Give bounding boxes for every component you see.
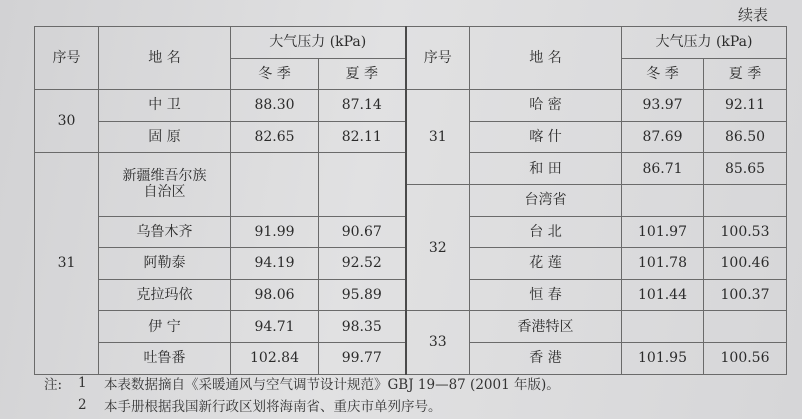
summer-cell: 98.35 bbox=[319, 311, 406, 343]
pressure-table bbox=[34, 26, 787, 375]
place-cell: 哈 密 bbox=[470, 90, 622, 122]
header-pressure-left: 大气压力 (kPa) bbox=[231, 27, 406, 59]
header-winter-left: 冬 季 bbox=[231, 58, 319, 90]
region-cell bbox=[99, 153, 231, 216]
winter-cell: 94.71 bbox=[231, 311, 319, 343]
table-row bbox=[35, 90, 787, 122]
header-pressure-right: 大气压力 (kPa) bbox=[622, 27, 787, 59]
place-cell: 吐鲁番 bbox=[99, 342, 231, 374]
place-cell: 克拉玛依 bbox=[99, 279, 231, 311]
summer-cell: 99.77 bbox=[319, 342, 406, 374]
serial-cell: 31 bbox=[35, 153, 99, 374]
place-cell: 花 莲 bbox=[470, 248, 622, 280]
continued-label: 续表 bbox=[737, 6, 768, 24]
note-number: 2 bbox=[78, 397, 87, 413]
place-cell: 中 卫 bbox=[99, 90, 231, 122]
summer-cell: 100.56 bbox=[704, 342, 787, 374]
winter-cell: 87.69 bbox=[622, 121, 704, 153]
header-place-left: 地 名 bbox=[99, 27, 231, 90]
place-cell: 和 田 bbox=[470, 153, 622, 185]
header-serial-right: 序号 bbox=[406, 27, 470, 90]
place-cell: 香 港 bbox=[470, 342, 622, 374]
place-cell: 伊 宁 bbox=[99, 311, 231, 343]
winter-cell: 93.97 bbox=[622, 90, 704, 122]
empty-cell bbox=[622, 184, 704, 216]
header-summer-right: 夏 季 bbox=[704, 58, 787, 90]
winter-cell: 102.84 bbox=[231, 342, 319, 374]
note-text: 本手册根据我国新行政区划将海南省、重庆市单列序号。 bbox=[104, 399, 442, 415]
note-line bbox=[44, 394, 560, 416]
serial-cell: 30 bbox=[35, 90, 99, 153]
summer-cell: 82.11 bbox=[319, 121, 406, 153]
table-row bbox=[35, 311, 787, 343]
empty-cell bbox=[704, 311, 787, 343]
region-line: 新疆维吾尔族 bbox=[122, 168, 207, 185]
empty-cell bbox=[319, 153, 406, 216]
winter-cell: 101.78 bbox=[622, 248, 704, 280]
header-place-right: 地 名 bbox=[470, 27, 622, 90]
header-row bbox=[35, 27, 787, 59]
empty-cell bbox=[231, 153, 319, 216]
table-notes bbox=[44, 372, 560, 416]
winter-cell: 101.44 bbox=[622, 279, 704, 311]
summer-cell: 100.37 bbox=[704, 279, 787, 311]
winter-cell: 82.65 bbox=[231, 121, 319, 153]
place-cell: 台 北 bbox=[470, 216, 622, 248]
winter-cell: 98.06 bbox=[231, 279, 319, 311]
empty-cell bbox=[704, 184, 787, 216]
summer-cell: 86.50 bbox=[704, 121, 787, 153]
winter-cell: 91.99 bbox=[231, 216, 319, 248]
winter-cell: 94.19 bbox=[231, 248, 319, 280]
serial-cell: 33 bbox=[406, 311, 470, 374]
summer-cell: 100.53 bbox=[704, 216, 787, 248]
summer-cell: 92.52 bbox=[319, 248, 406, 280]
serial-cell: 32 bbox=[406, 184, 470, 310]
place-cell: 固 原 bbox=[99, 121, 231, 153]
header-serial-left: 序号 bbox=[35, 27, 99, 90]
summer-cell: 92.11 bbox=[704, 90, 787, 122]
note-label: 注: bbox=[44, 377, 63, 393]
note-line bbox=[44, 372, 560, 394]
note-number: 1 bbox=[78, 375, 87, 391]
place-cell: 阿勒泰 bbox=[99, 248, 231, 280]
region-cell: 台湾省 bbox=[470, 184, 622, 216]
serial-cell: 31 bbox=[406, 90, 470, 185]
place-cell: 乌鲁木齐 bbox=[99, 216, 231, 248]
note-text: 本表数据摘自《采暖通风与空气调节设计规范》GBJ 19—87 (2001 年版)。 bbox=[104, 377, 560, 393]
region-line: 自治区 bbox=[143, 184, 186, 201]
summer-cell: 100.46 bbox=[704, 248, 787, 280]
summer-cell: 87.14 bbox=[319, 90, 406, 122]
winter-cell: 88.30 bbox=[231, 90, 319, 122]
header-summer-left: 夏 季 bbox=[319, 58, 406, 90]
winter-cell: 86.71 bbox=[622, 153, 704, 185]
region-cell: 香港特区 bbox=[470, 311, 622, 343]
empty-cell bbox=[622, 311, 704, 343]
header-winter-right: 冬 季 bbox=[622, 58, 704, 90]
summer-cell: 95.89 bbox=[319, 279, 406, 311]
summer-cell: 90.67 bbox=[319, 216, 406, 248]
place-cell: 恒 春 bbox=[470, 279, 622, 311]
summer-cell: 85.65 bbox=[704, 153, 787, 185]
place-cell: 喀 什 bbox=[470, 121, 622, 153]
winter-cell: 101.95 bbox=[622, 342, 704, 374]
winter-cell: 101.97 bbox=[622, 216, 704, 248]
